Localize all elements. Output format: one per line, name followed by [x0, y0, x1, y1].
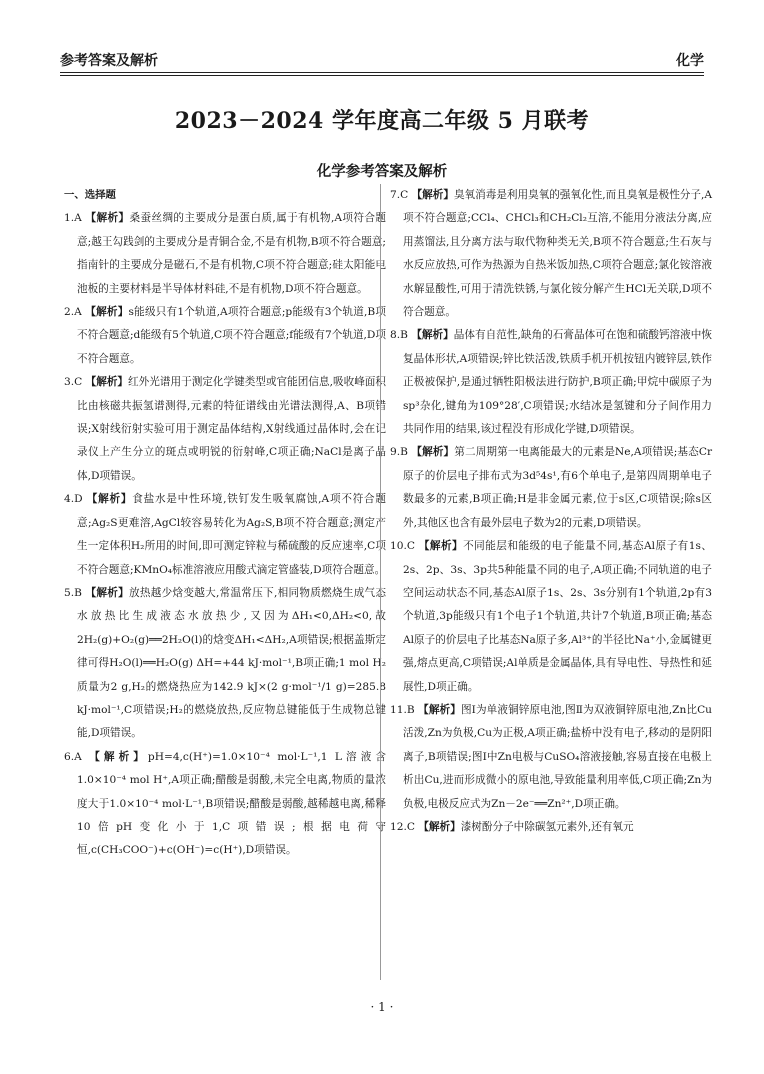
header-subject-label: 化学 — [676, 53, 704, 69]
answer-number: 8.B — [390, 329, 408, 342]
answer-text: 红外光谱用于测定化学键类型或官能团信息,吸收峰面积比由核磁共振氢谱测得,元素的特征谱线由光谱法测得,A、B项错误;X射线衍射实验可用于测定晶体结构,X射线通过晶体时,会在记录仪上产生分立的斑点或明锐的衍射峰,C项正确;NaCl是离子晶体,D项错误。 — [77, 376, 386, 482]
answer-number: 4.D — [64, 493, 83, 506]
answer-number: 5.B — [64, 586, 82, 599]
answer-item-7 — [390, 184, 712, 324]
analysis-tag: 【解析】 — [418, 820, 461, 833]
answer-item-11 — [390, 699, 712, 816]
left-column — [64, 184, 386, 863]
answer-text: 桑蚕丝绸的主要成分是蛋白质,属于有机物,A项符合题意;越王勾践剑的主要成分是青铜合金,不是有机物,B项不符合题意;指南针的主要成分是磁石,不是有机物,C项不符合题意;硅太阳能电池板的主要材料是半导体材料硅,不是有机物,D项不符合题意。 — [77, 212, 386, 295]
analysis-tag: 【解析】 — [85, 212, 130, 225]
answer-number: 3.C — [64, 376, 83, 389]
answer-text: pH=4,c(H⁺)=1.0×10⁻⁴ mol·L⁻¹,1 L溶液含1.0×10⁻⁴ mol H⁺,A项正确;醋酸是弱酸,未完全电离,物质的量浓度大于1.0×10⁻⁴ mol·L⁻¹,B项错误;醋酸是弱酸,越稀越电离,稀释10倍pH变化小于1,C项错误;根据电荷守恒,c(CH₃COO⁻)+c(OH⁻)=c(H⁺),D项错误。 — [77, 750, 386, 857]
answer-item-5 — [64, 582, 386, 746]
header-rule-thin — [60, 75, 704, 76]
answer-text: 第二周期第一电离能最大的元素是Ne,A项错误;基态Cr原子的价层电子排布式为3d⁵4s¹,有6个单电子,是第四周期单电子数最多的元素,B项正确;H是非金属元素,位于s区,C项错误;除s区外,其他区也含有最外层电子数为2的元素,D项错误。 — [403, 446, 713, 529]
page-number: · 1 · — [370, 1000, 394, 1014]
answer-text: s能级只有1个轨道,A项符合题意;p能级有3个轨道,B项不符合题意;d能级有5个轨道,C项不符合题意;f能级有7个轨道,D项不符合题意。 — [77, 306, 387, 365]
column-divider — [380, 184, 381, 980]
document-title: 2023－2024 学年度高二年级 5 月联考 — [174, 108, 590, 134]
answer-number: 7.C — [390, 189, 409, 201]
answer-item-9 — [390, 441, 712, 535]
answer-item-8 — [390, 324, 712, 441]
analysis-tag: 【解析】 — [85, 306, 129, 319]
answer-item-10 — [390, 535, 712, 699]
analysis-tag: 【解析】 — [85, 586, 130, 599]
answer-text: 臭氧消毒是利用臭氧的强氧化性,而且臭氧是极性分子,A项不符合题意;CCl₄、CHCl₃和CH₂Cl₂互溶,不能用分液法分离,应用蒸馏法,且分离方法与取代物种类无关,B项不符合题意;生石灰与水反应放热,可作为热源为自热米饭加热,C项符合题意;氯化铵溶液水解显酸性,可用于清洗铁锈,与氯化铵分解产生HCl无关联,D项不符合题意。 — [403, 189, 713, 319]
answer-number: 12.C — [390, 820, 415, 833]
analysis-tag: 【解析】 — [418, 540, 464, 553]
answer-text: 食盐水是中性环境,铁钉发生吸氧腐蚀,A项不符合题意;Ag₂S更难溶,AgCl较容易转化为Ag₂S,B项不符合题意;测定产生一定体积H₂所用的时间,即可测定锌粒与稀硫酸的反应速率,C项不符合题意;KMnO₄标准溶液应用酸式滴定管盛装,D项符合题意。 — [77, 493, 387, 576]
answer-number: 1.A — [64, 212, 82, 225]
answer-item-1 — [64, 207, 386, 301]
answer-number: 10.C — [390, 540, 415, 553]
answer-number: 2.A — [64, 306, 82, 319]
answer-text: 漆树酚分子中除碳氢元素外,还有氧元 — [460, 820, 634, 833]
answer-number: 11.B — [390, 703, 415, 716]
page-header — [60, 44, 704, 70]
answer-item-3 — [64, 371, 386, 488]
section-heading: 一、选择题 — [64, 189, 116, 201]
header-left-label: 参考答案及解析 — [60, 53, 158, 69]
answer-text: 放热越少焓变越大,常温常压下,相同物质燃烧生成气态水放热比生成液态水放热少,又因为ΔH₁<0,ΔH₂<0,故2H₂(g)+O₂(g)══2H₂O(l)的焓变ΔH₁<ΔH₂,A项错误;根据盖斯定律可得H₂O(l)══H₂O(g) ΔH=+44 kJ·mol⁻¹,B项正确;1 mol H₂质量为2 g,H₂的燃烧热应为142.9 kJ×(2 g·mol⁻¹/1 g)=285.8 kJ·mol⁻¹,C项错误;H₂的燃烧放热,反应物总键能低于生成物总键能,D项错误。 — [77, 586, 387, 740]
answer-text: 不同能层和能级的电子能量不同,基态Al原子有1s、2s、2p、3s、3p共5种能量不同的电子,A项正确;不同轨道的电子空间运动状态不同,基态Al原子1s、2s、3s分别有1个轨道,2p有3个轨道,3p能级只有1个电子1个轨道,共计7个轨道,B项正确;基态Al原子的价层电子比基态Na原子多,Al³⁺的半径比Na⁺小,金属键更强,熔点更高,C项错误;Al单质是金属晶体,具有导电性、导热性和延展性,D项正确。 — [403, 540, 712, 693]
answer-item-2 — [64, 301, 386, 371]
answer-number: 9.B — [390, 446, 408, 459]
analysis-tag: 【解析】 — [411, 446, 455, 459]
analysis-tag: 【解析】 — [418, 703, 461, 716]
answer-text: 图Ⅰ为单液铜锌原电池,图Ⅱ为双液铜锌原电池,Zn比Cu活泼,Zn为负极,Cu为正极,A项正确;盐桥中没有电子,移动的是阴阳离子,B项错误;图Ⅰ中Zn电极与CuSO₄溶液接触,容易直接在电极上析出Cu,进而形成微小的原电池,导致能量利用率低,C项正确;Zn为负极,电极反应式为Zn－2e⁻══Zn²⁺,D项正确。 — [403, 703, 713, 810]
document-subtitle: 化学参考答案及解析 — [316, 164, 448, 180]
answer-item-12 — [390, 816, 712, 839]
analysis-tag: 【解析】 — [411, 189, 454, 201]
answer-text: 晶体有自范性,缺角的石膏晶体可在饱和硫酸钙溶液中恢复晶体形状,A项错误;锌比铁活泼,铁质手机开机按钮内镀锌层,铁作正极被保护,是通过牺牲阳极法进行防护,B项正确;甲烷中碳原子为sp³杂化,键角为109°28′,C项错误;水结冰是氢键和分子间作用力共同作用的结果,该过程没有形成化学键,D项错误。 — [403, 329, 713, 436]
answer-item-4 — [64, 488, 386, 582]
analysis-tag: 【解析】 — [89, 750, 148, 763]
answer-number: 6.A — [64, 750, 82, 763]
analysis-tag: 【解析】 — [86, 493, 133, 506]
analysis-tag: 【解析】 — [411, 329, 454, 342]
right-column — [390, 184, 712, 839]
header-rule — [60, 72, 704, 73]
analysis-tag: 【解析】 — [85, 376, 129, 389]
answer-item-6 — [64, 746, 386, 863]
